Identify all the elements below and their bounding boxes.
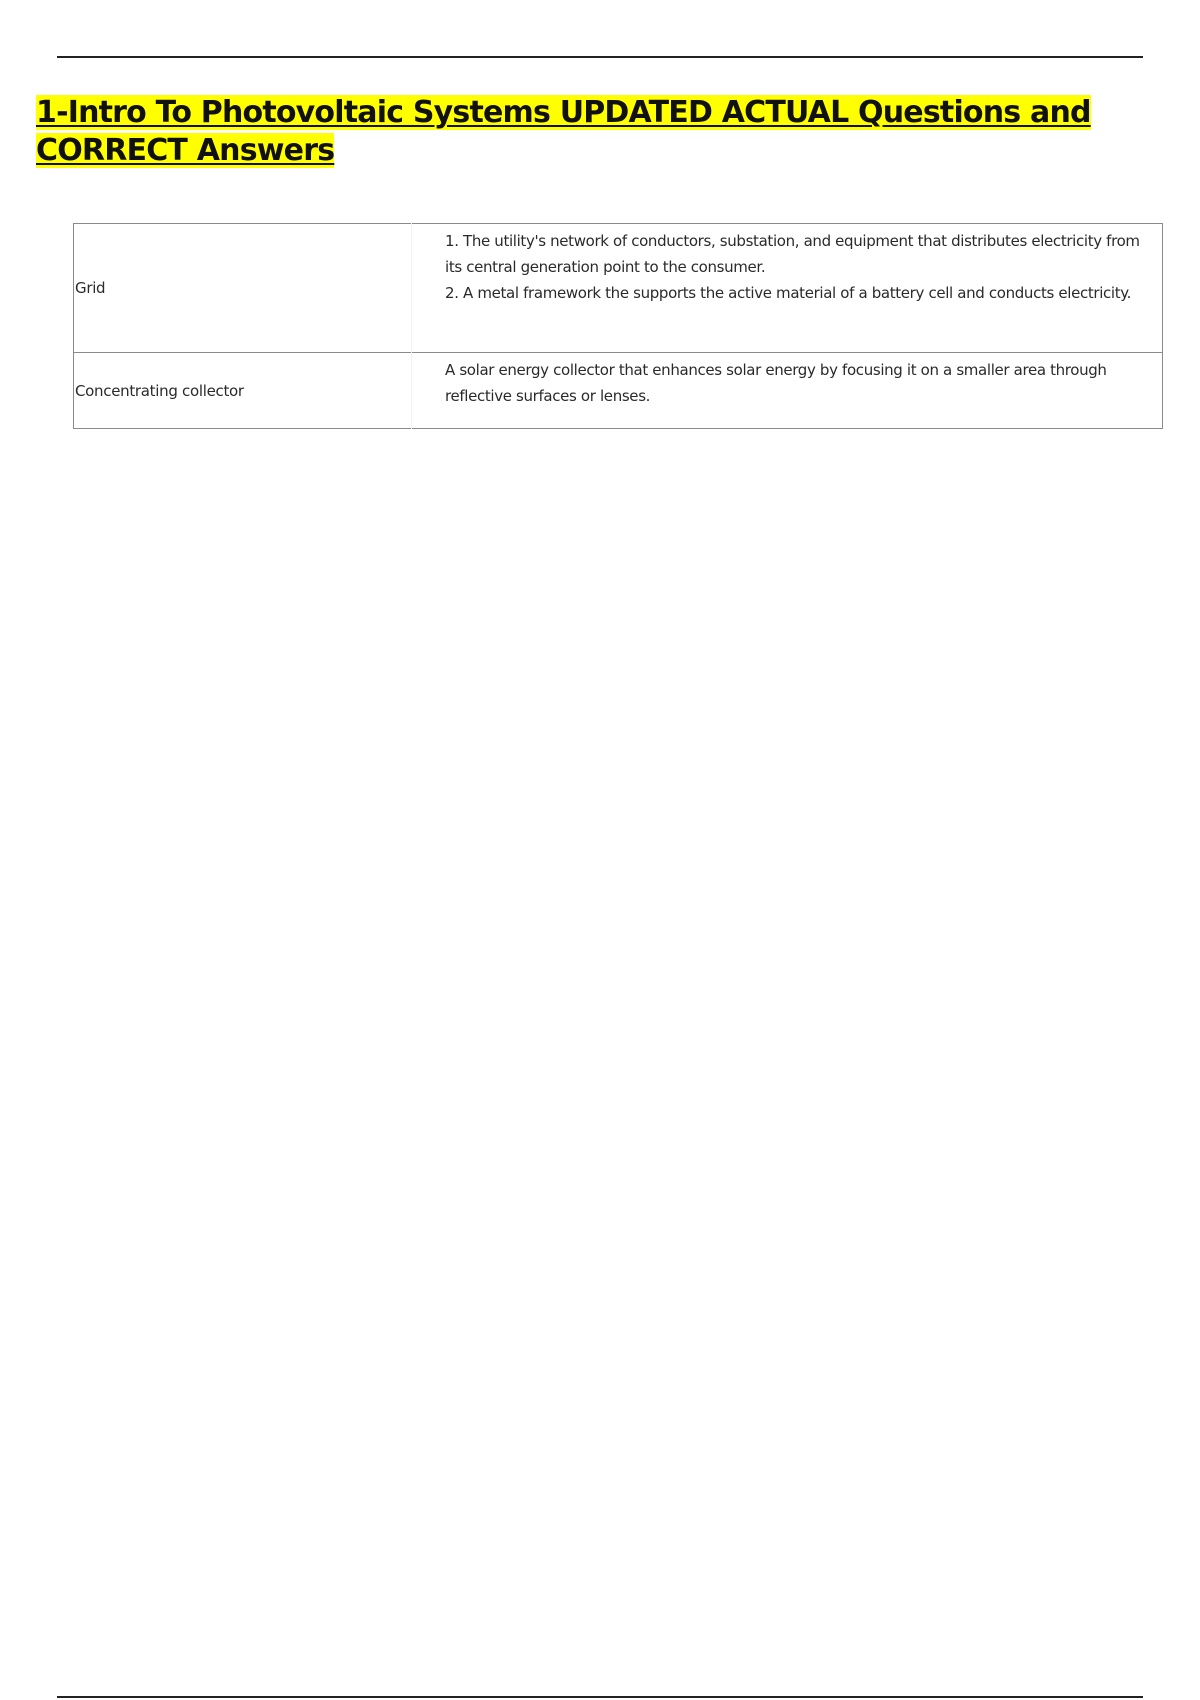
definition-item: 1. The utility's network of conductors, substation, and equipment that distributes electricity from its central generation point to the consumer. <box>445 232 1140 276</box>
header-rule <box>57 56 1143 58</box>
term-cell: Concentrating collector <box>74 353 412 429</box>
qa-table <box>73 223 1163 429</box>
document-title <box>36 94 1166 170</box>
definition-cell <box>412 353 1163 429</box>
term-cell: Grid <box>74 224 412 353</box>
definition-cell <box>412 224 1163 353</box>
definition-item: 2. A metal framework the supports the active material of a battery cell and conducts electricity. <box>445 284 1132 302</box>
table-row <box>74 224 1163 353</box>
table-row <box>74 353 1163 429</box>
footer-rule <box>57 1696 1143 1698</box>
document-title-text: 1-Intro To Photovoltaic Systems UPDATED ACTUAL Questions and CORRECT Answers <box>36 95 1091 168</box>
definition-item: A solar energy collector that enhances solar energy by focusing it on a smaller area through reflective surfaces or lenses. <box>445 361 1107 405</box>
